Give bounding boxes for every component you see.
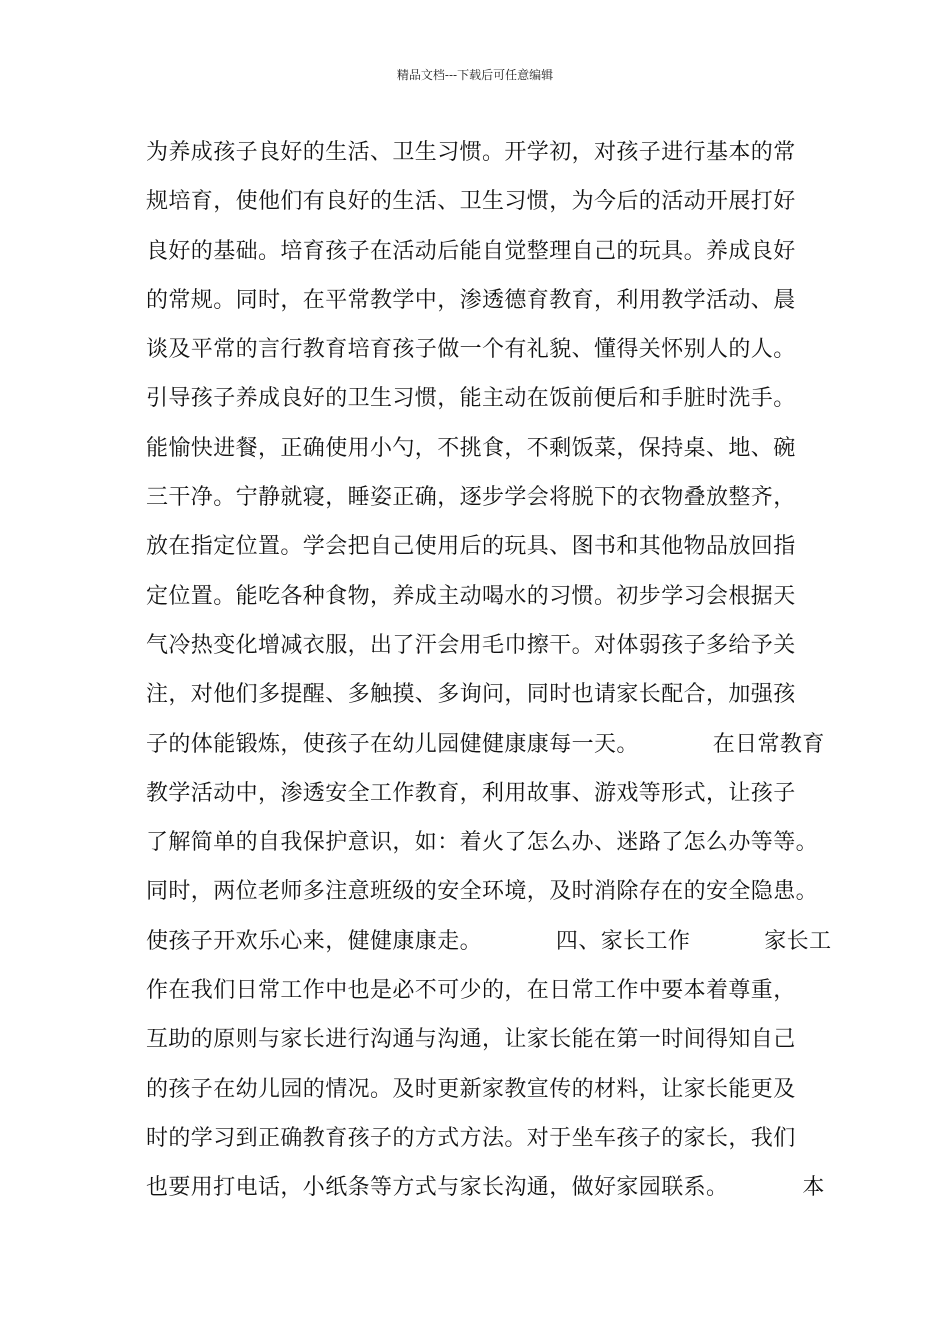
body-line: 气冷热变化增减衣服，出了汗会用毛巾擦干。对体弱孩子多给予关 [146, 632, 796, 658]
body-line: 的常规。同时，在平常教学中，渗透德育教育，利用教学活动、晨 [146, 287, 796, 313]
body-line: 引导孩子养成良好的卫生习惯，能主动在饭前便后和手脏时洗手。 [146, 386, 796, 412]
body-line: 作在我们日常工作中也是必不可少的，在日常工作中要本着尊重， [146, 978, 796, 1004]
body-line: 谈及平常的言行教育培育孩子做一个有礼貌、懂得关怀别人的人。 [146, 337, 796, 363]
body-line: 规培育，使他们有良好的生活、卫生习惯，为今后的活动开展打好 [146, 189, 796, 215]
body-line: 也要用打电话，小纸条等方式与家长沟通，做好家园联系。 本 [146, 1175, 825, 1201]
body-line: 三干净。宁静就寝，睡姿正确，逐步学会将脱下的衣物叠放整齐， [146, 485, 796, 511]
page-header: 精品文档---下载后可任意编辑 [396, 68, 554, 82]
body-line: 放在指定位置。学会把自己使用后的玩具、图书和其他物品放回指 [146, 534, 796, 560]
body-line: 子的体能锻炼，使孩子在幼儿园健健康康每一天。 在日常教育 [146, 731, 825, 757]
body-line: 能愉快进餐，正确使用小勺，不挑食，不剩饭菜，保持桌、地、碗 [146, 435, 796, 461]
body-line: 为养成孩子良好的生活、卫生习惯。开学初，对孩子进行基本的常 [146, 140, 796, 165]
body-line: 使孩子开欢乐心来，健健康康走。 四、家长工作 家长工 [146, 928, 832, 954]
body-line: 定位置。能吃各种食物，养成主动喝水的习惯。初步学习会根据天 [146, 583, 796, 609]
body-line: 互助的原则与家长进行沟通与沟通，让家长能在第一时间得知自己 [146, 1027, 796, 1053]
body-line: 时的学习到正确教育孩子的方式方法。对于坐车孩子的家长，我们 [146, 1125, 796, 1151]
body-line: 教学活动中，渗透安全工作教育，利用故事、游戏等形式，让孩子 [146, 780, 796, 806]
body-line: 同时，两位老师多注意班级的安全环境，及时消除存在的安全隐患。 [146, 879, 819, 905]
document-body [146, 128, 832, 1213]
body-line: 良好的基础。培育孩子在活动后能自觉整理自己的玩具。养成良好 [146, 238, 796, 264]
body-line: 注，对他们多提醒、多触摸、多询问，同时也请家长配合，加强孩 [146, 682, 796, 708]
body-line: 了解简单的自我保护意识，如：着火了怎么办、迷路了怎么办等等。 [146, 830, 819, 856]
body-line: 的孩子在幼儿园的情况。及时更新家教宣传的材料，让家长能更及 [146, 1076, 796, 1102]
